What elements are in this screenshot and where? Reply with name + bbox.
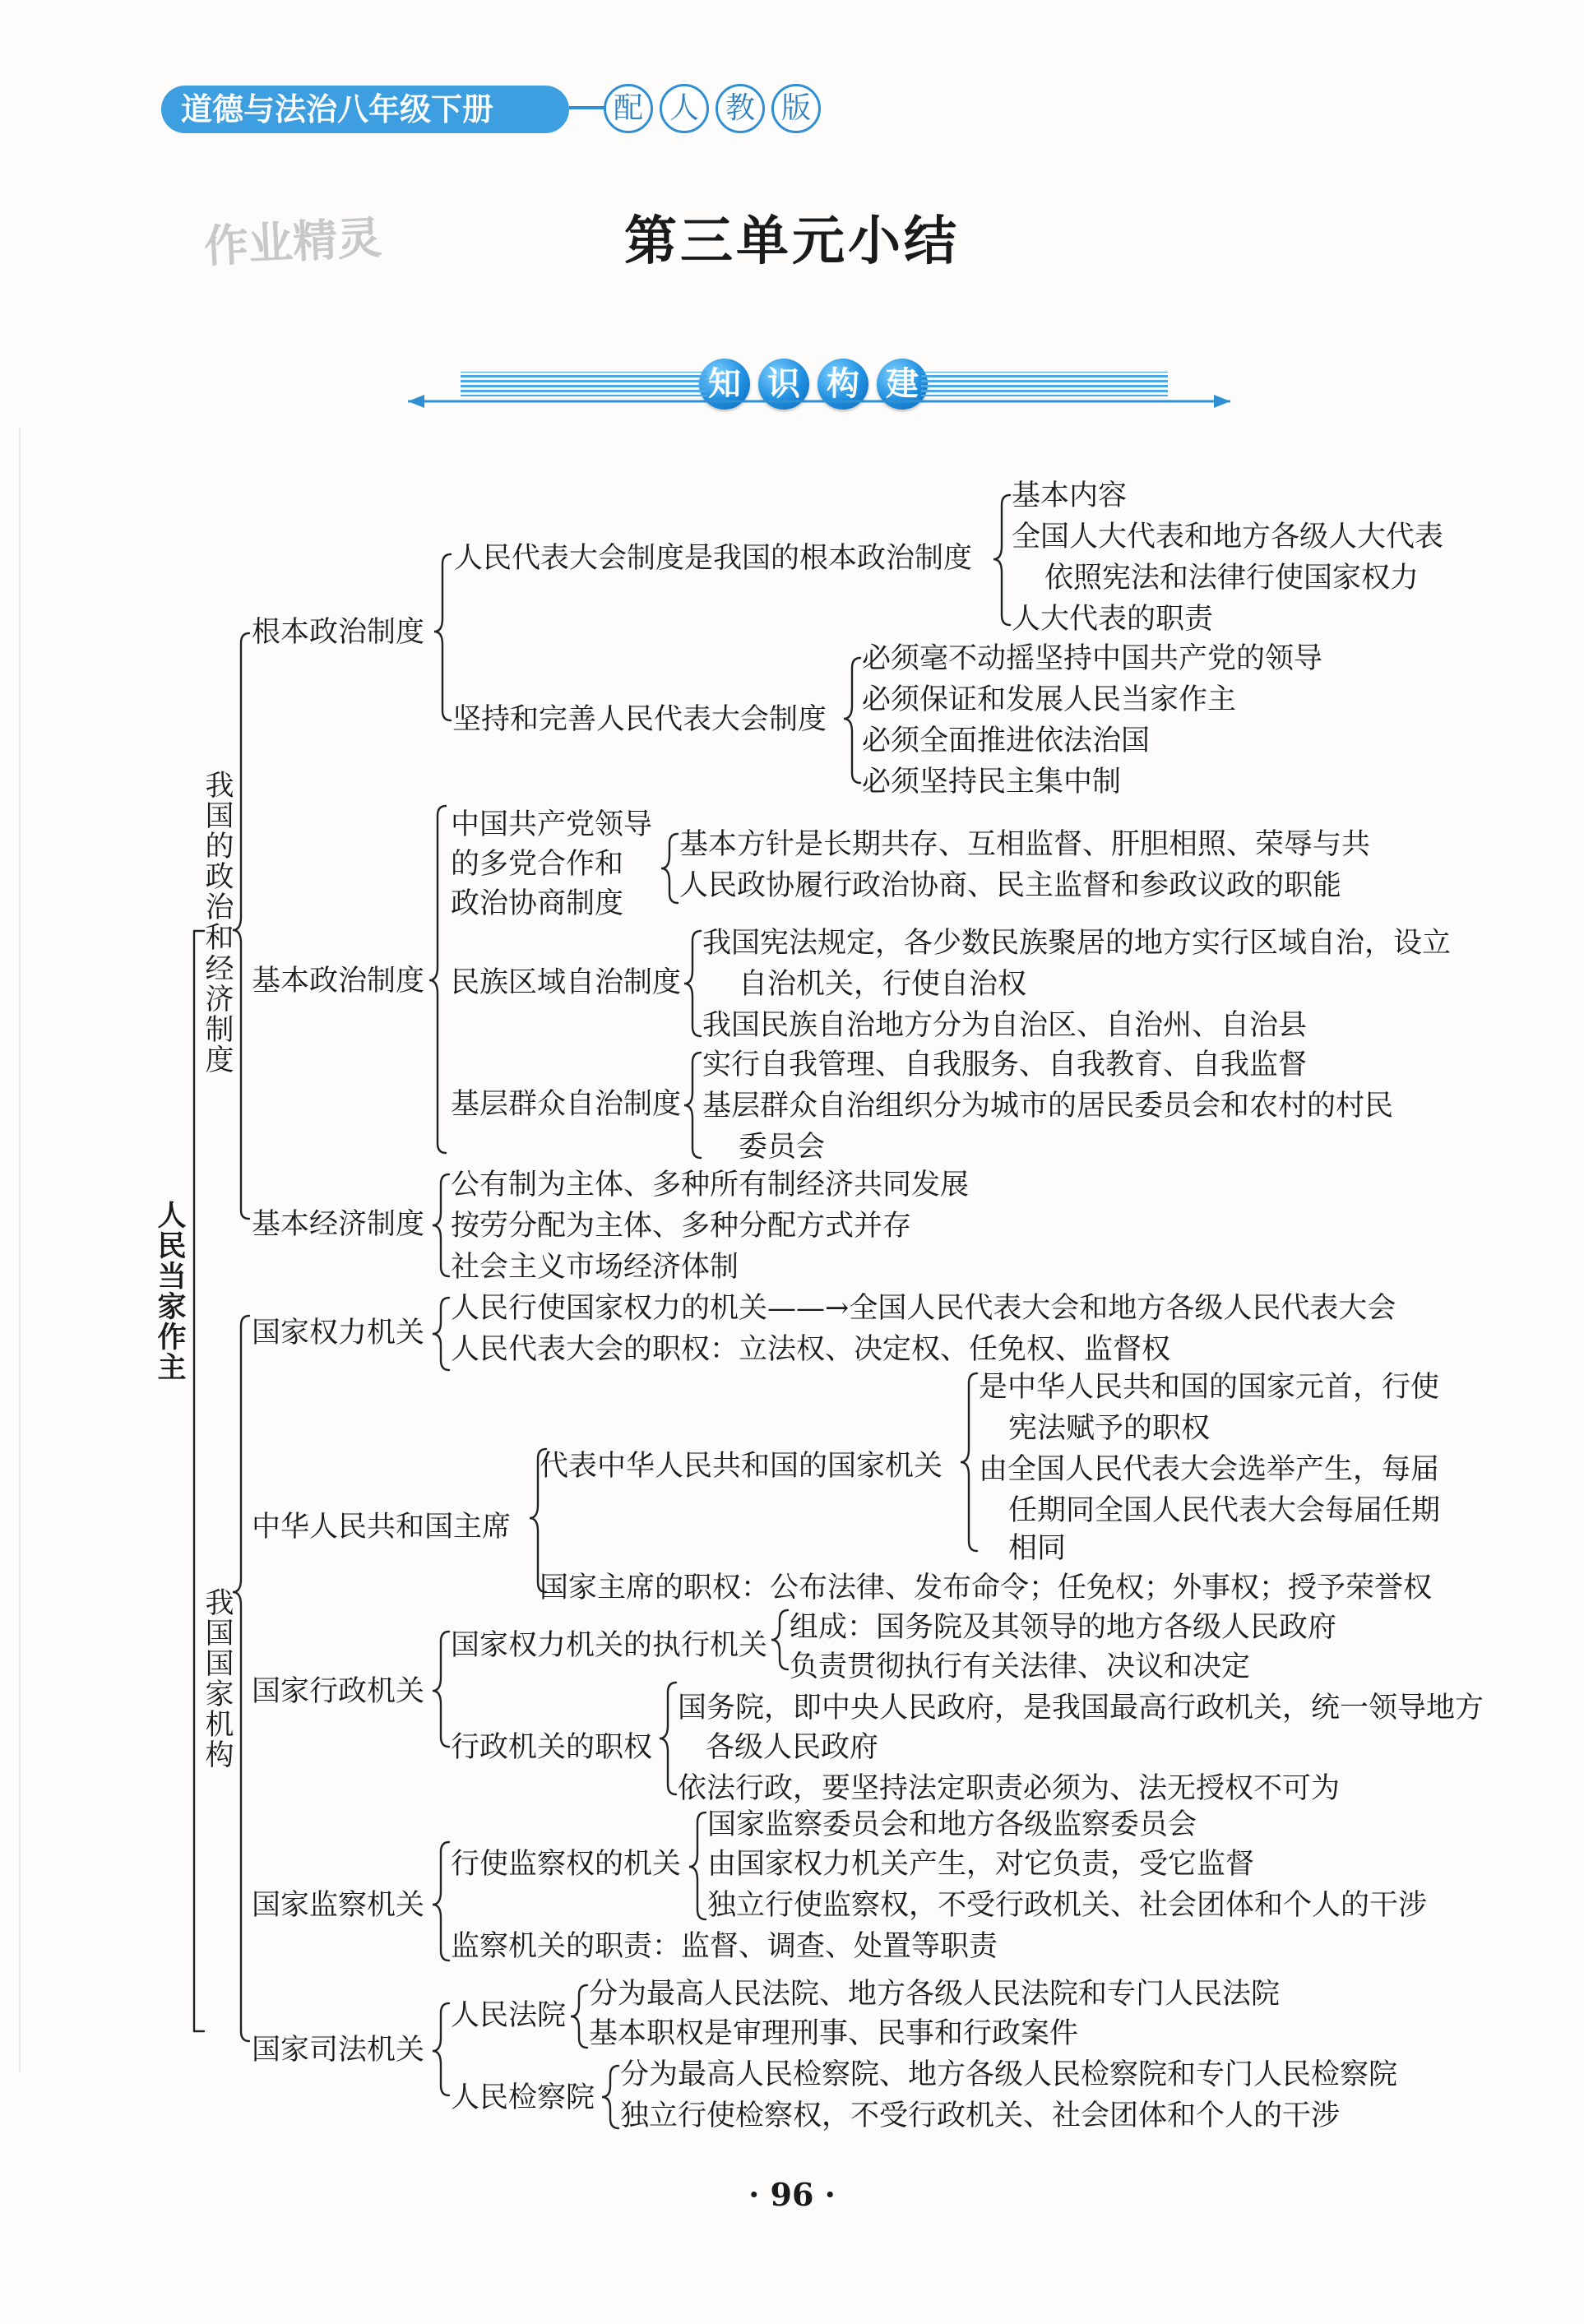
leaf: 任期同全国人民代表大会每届任期: [1008, 1494, 1441, 1527]
leaf: 委员会: [739, 1131, 826, 1164]
branch-state-organs: 我国国家机构: [205, 1587, 234, 1773]
leaf: 必须全面推进依法治国: [862, 725, 1151, 757]
bracket: [434, 554, 451, 720]
leaf: 国务院，即中央人民政府，是我国最高行政机关，统一领导地方: [678, 1692, 1484, 1724]
node-cpc-cooperation: 中国共产党领导: [451, 808, 653, 841]
node-supervision-organ: 行使监察权的机关: [451, 1848, 682, 1881]
bracket: [660, 1683, 676, 1794]
edition-badge-char: 版: [771, 84, 821, 133]
book-title: 道德与法治八年级下册: [181, 91, 494, 127]
section-banner-char: 建: [877, 359, 928, 410]
banner-arrow-head: [408, 395, 424, 408]
page-number: · 96 ·: [748, 2176, 836, 2213]
leaf: 依法行政，要坚持法定职责必须为、法无授权不可为: [678, 1772, 1341, 1805]
leaf: 实行自我管理、自我服务、自我教育、自我监督: [702, 1049, 1308, 1081]
watermark: 作业精灵: [202, 211, 383, 273]
node-court: 人民法院: [451, 1999, 567, 2032]
leaf: 基本内容: [1012, 479, 1128, 512]
leaf: 按劳分配为主体、多种分配方式并存: [451, 1210, 912, 1243]
node-fundamental-system: 根本政治制度: [252, 616, 425, 649]
node-executive-organ: 国家权力机关的执行机关: [451, 1629, 768, 1662]
leaf: 基本方针是长期共存、互相监督、肝胆相照、荣辱与共: [679, 828, 1371, 861]
leaf: 独立行使监察权，不受行政机关、社会团体和个人的干涉: [707, 1889, 1428, 1922]
leaf: 公有制为主体、多种所有制经济共同发展: [451, 1169, 970, 1201]
bracket: [433, 1632, 449, 1747]
node-president-duties: 国家主席的职权：公布法律、发布命令；任免权；外事权；授予荣誉权: [540, 1572, 1433, 1604]
bracket: [571, 1985, 587, 2048]
edition-badge-char: 配: [604, 84, 653, 133]
leaf: 由全国人民代表大会选举产生，每届: [979, 1453, 1440, 1486]
section-banner-char: 构: [817, 359, 868, 410]
bracket: [844, 658, 860, 783]
leaf: 人民政协履行政治协商、民主监督和参政议政的职能: [679, 869, 1342, 902]
section-banner-char: 识: [758, 359, 809, 410]
leaf: 必须保证和发展人民当家作主: [862, 683, 1237, 716]
edition-badge-char: 教: [716, 84, 765, 133]
leaf: 由国家权力机关产生，对它负责，受它监督: [707, 1848, 1255, 1881]
leaf: 我国宪法规定，各少数民族聚居的地方实行区域自治，设立: [702, 927, 1452, 960]
leaf: 依照宪法和法律行使国家权力: [1044, 562, 1420, 595]
leaf: 人民行使国家权力的机关——→全国人民代表大会和地方各级人民代表大会: [451, 1292, 1396, 1325]
node-grassroots-autonomy: 基层群众自治制度: [451, 1088, 682, 1121]
leaf: 社会主义市场经济体制: [451, 1251, 739, 1284]
leaf: 分为最高人民检察院、地方各级人民检察院和专门人民检察院: [620, 2058, 1398, 2091]
section-banner-char: 知: [699, 359, 750, 410]
leaf: 必须坚持民主集中制: [862, 766, 1122, 799]
leaf: 相同: [1008, 1532, 1067, 1565]
edition-badge-char: 人: [660, 84, 709, 133]
leaf: 宪法赋予的职权: [1008, 1412, 1211, 1445]
node-uphold-npc-system: 坚持和完善人民代表大会制度: [452, 703, 827, 736]
bracket: [433, 1174, 449, 1276]
leaf: 我国民族自治地方分为自治区、自治州、自治县: [702, 1009, 1308, 1042]
node-basic-economic-system: 基本经济制度: [252, 1208, 425, 1241]
leaf: 全国人大代表和地方各级人大代表: [1012, 521, 1444, 553]
bracket: [993, 495, 1010, 625]
leaf: 人大代表的职责: [1012, 603, 1214, 636]
tree-root: 人民当家作主: [157, 1199, 187, 1386]
leaf: 基层群众自治组织分为城市的居民委员会和农村的村民: [702, 1090, 1394, 1123]
node-supervisory-organs: 国家监察机关: [252, 1889, 425, 1922]
node-regional-autonomy: 民族区域自治制度: [451, 966, 682, 999]
leaf: 必须毫不动摇坚持中国共产党的领导: [862, 642, 1323, 675]
node-npc-system: 人民代表大会制度是我国的根本政治制度: [454, 542, 973, 575]
leaf: 是中华人民共和国的国家元首，行使: [979, 1371, 1440, 1404]
node-procuratorate: 人民检察院: [451, 2081, 595, 2114]
bracket: [429, 806, 446, 1153]
leaf: 各级人民政府: [706, 1731, 879, 1764]
node-cpc-cooperation: 的多党合作和: [451, 848, 624, 881]
banner-stripes: [461, 372, 707, 396]
leaf: 人民代表大会的职权：立法权、决定权、任免权、监督权: [451, 1333, 1171, 1366]
bracket: [689, 1812, 706, 1919]
node-judicial-organs: 国家司法机关: [252, 2034, 425, 2067]
bracket: [194, 931, 204, 2031]
bracket: [602, 2066, 618, 2128]
branch-political-economic-systems: 我国的政治和经济制度: [205, 770, 234, 1077]
bracket: [433, 1842, 449, 1961]
node-state-power-organs: 国家权力机关: [252, 1317, 425, 1349]
node-administrative-organs: 国家行政机关: [252, 1675, 425, 1708]
bracket: [961, 1373, 977, 1551]
bracket: [661, 834, 678, 903]
node-basic-political-system: 基本政治制度: [252, 965, 425, 998]
node-admin-duties: 行政机关的职权: [451, 1731, 653, 1764]
leaf: 组成：国务院及其领导的地方各级人民政府: [790, 1611, 1337, 1644]
leaf: 国家监察委员会和地方各级监察委员会: [707, 1808, 1197, 1841]
leaf: 自治机关，行使自治权: [739, 968, 1027, 1001]
node-president: 中华人民共和国主席: [252, 1511, 512, 1544]
banner-stripes: [921, 372, 1168, 396]
bracket: [433, 2003, 449, 2095]
node-cpc-cooperation: 政治协商制度: [451, 887, 624, 920]
leaf: 负责贯彻执行有关法律、决议和决定: [790, 1650, 1251, 1683]
bracket: [684, 1053, 701, 1158]
bracket: [771, 1610, 788, 1669]
leaf: 基本职权是审理刑事、民事和行政案件: [589, 2017, 1079, 2050]
banner-arrow-head: [1214, 395, 1230, 408]
node-supervision-duties: 监察机关的职责：监督、调查、处置等职责: [451, 1930, 998, 1963]
leaf: 独立行使检察权，不受行政机关、社会团体和个人的干涉: [620, 2099, 1341, 2132]
page-title: 第三单元小结: [624, 211, 960, 272]
leaf: 分为最高人民法院、地方各级人民法院和专门人民法院: [589, 1978, 1281, 2011]
bracket: [684, 931, 701, 1036]
node-represent-state: 代表中华人民共和国的国家机关: [540, 1450, 943, 1483]
bracket: [433, 1298, 449, 1370]
